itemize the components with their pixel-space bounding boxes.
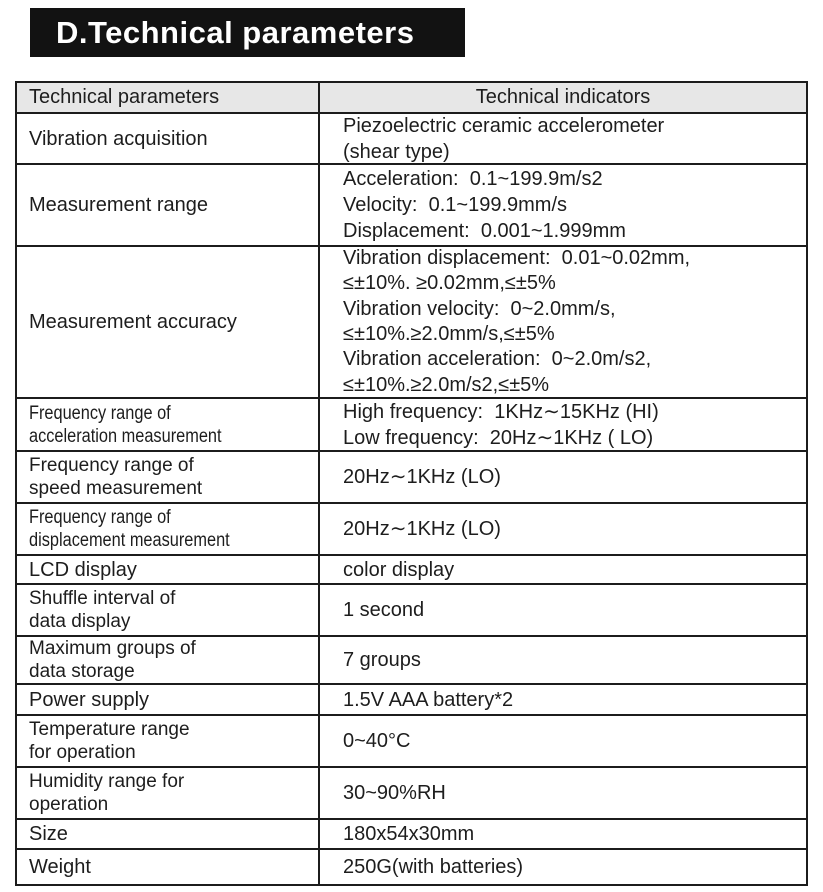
row-weight (17, 850, 806, 884)
param-cell (17, 247, 320, 397)
header-label-parameters: Technical parameters (29, 86, 220, 108)
indicator-line: 30~90%RH (343, 782, 446, 804)
row-measurement-accuracy (17, 247, 806, 399)
row-measurement-range (17, 165, 806, 247)
indicator-line: Low frequency: 20Hz∼1KHz ( LO) (343, 426, 654, 449)
row-temperature-range (17, 716, 806, 768)
param-label-line: Frequency range of (29, 507, 171, 528)
row-lcd-display (17, 556, 806, 585)
param-label-line: Humidity range for (29, 771, 185, 792)
indicator-line: 180x54x30mm (343, 823, 475, 845)
indicator-cell (320, 165, 806, 245)
indicator-line: Vibration velocity: 0~2.0mm/s, (343, 297, 616, 320)
indicator-line: 250G(with batteries) (343, 856, 524, 878)
param-cell (17, 768, 320, 818)
param-cell (17, 716, 320, 766)
section-title: D.Technical parameters (56, 14, 415, 50)
param-label-line: Temperature range (29, 719, 190, 740)
indicator-line: (shear type) (343, 140, 450, 163)
indicator-line: 1.5V AAA battery*2 (343, 688, 514, 711)
indicator-line: Vibration displacement: 0.01~0.02mm, (343, 247, 691, 270)
param-cell (17, 114, 320, 163)
param-label: Power supply (29, 688, 150, 711)
param-label: Measurement range (29, 194, 208, 216)
indicator-line: 0~40°C (343, 730, 411, 752)
param-label-line: displacement measurement (29, 530, 230, 551)
header-cell-parameters (17, 83, 320, 112)
indicator-line: Piezoelectric ceramic accelerometer (343, 114, 665, 137)
indicator-line: 20Hz∼1KHz (LO) (343, 466, 501, 488)
param-label: LCD display (29, 558, 137, 581)
param-label: Size (29, 823, 68, 845)
header-label-indicators: Technical indicators (475, 86, 651, 108)
row-maximum-groups-storage (17, 637, 806, 685)
indicator-cell (320, 585, 806, 635)
param-cell (17, 820, 320, 848)
param-cell (17, 452, 320, 502)
row-shuffle-interval (17, 585, 806, 637)
param-label-line: speed measurement (29, 478, 203, 499)
param-label-line: Frequency range of (29, 455, 194, 476)
indicator-line: Velocity: 0.1~199.9mm/s (343, 194, 568, 216)
param-label: Measurement accuracy (29, 311, 237, 333)
indicator-cell (320, 399, 806, 450)
indicator-cell (320, 716, 806, 766)
row-frequency-range-acceleration (17, 399, 806, 452)
indicator-cell (320, 504, 806, 554)
param-cell (17, 165, 320, 245)
row-frequency-range-speed (17, 452, 806, 504)
indicator-line: 7 groups (343, 649, 421, 671)
indicator-line: 1 second (343, 599, 425, 621)
param-label-line: acceleration measurement (29, 425, 222, 447)
param-cell (17, 504, 320, 554)
technical-parameters-table (15, 81, 808, 886)
indicator-cell (320, 114, 806, 163)
indicator-line: ≤±10%.≥2.0mm/s,≤±5% (343, 323, 555, 345)
row-vibration-acquisition (17, 114, 806, 165)
param-cell (17, 585, 320, 635)
table-header-row (17, 83, 806, 114)
indicator-line: High frequency: 1KHz∼15KHz (HI) (343, 400, 659, 423)
param-label-line: Maximum groups of (29, 638, 196, 659)
param-cell (17, 637, 320, 683)
row-power-supply (17, 685, 806, 716)
section-title-banner (30, 8, 465, 57)
indicator-line: Acceleration: 0.1~199.9m/s2 (343, 168, 603, 190)
indicator-line: ≤±10%.≥2.0m/s2,≤±5% (343, 373, 550, 396)
indicator-line: Displacement: 0.001~1.999mm (343, 220, 626, 242)
indicator-cell (320, 637, 806, 683)
param-label-line: operation (29, 794, 109, 815)
indicator-cell (320, 820, 806, 848)
row-frequency-range-displacement (17, 504, 806, 556)
param-label-line: Shuffle interval of (29, 588, 176, 609)
row-humidity-range (17, 768, 806, 820)
indicator-line: Vibration acceleration: 0~2.0m/s2, (343, 348, 652, 371)
param-cell (17, 685, 320, 714)
indicator-cell (320, 850, 806, 884)
param-cell (17, 850, 320, 884)
row-size (17, 820, 806, 850)
indicator-cell (320, 452, 806, 502)
indicator-cell (320, 768, 806, 818)
indicator-line: ≤±10%. ≥0.02mm,≤±5% (343, 272, 556, 295)
param-label-line: data storage (29, 661, 135, 682)
param-label: Weight (29, 856, 91, 878)
indicator-cell (320, 247, 806, 397)
indicator-cell (320, 685, 806, 714)
header-cell-indicators (320, 83, 806, 112)
param-label-line: for operation (29, 742, 136, 763)
indicator-cell (320, 556, 806, 583)
param-cell (17, 556, 320, 583)
param-label-line: data display (29, 611, 131, 632)
param-label: Vibration acquisition (29, 127, 208, 150)
indicator-line: color display (343, 558, 455, 581)
param-cell (17, 399, 320, 450)
param-label-line: Frequency range of (29, 402, 171, 424)
indicator-line: 20Hz∼1KHz (LO) (343, 518, 501, 540)
